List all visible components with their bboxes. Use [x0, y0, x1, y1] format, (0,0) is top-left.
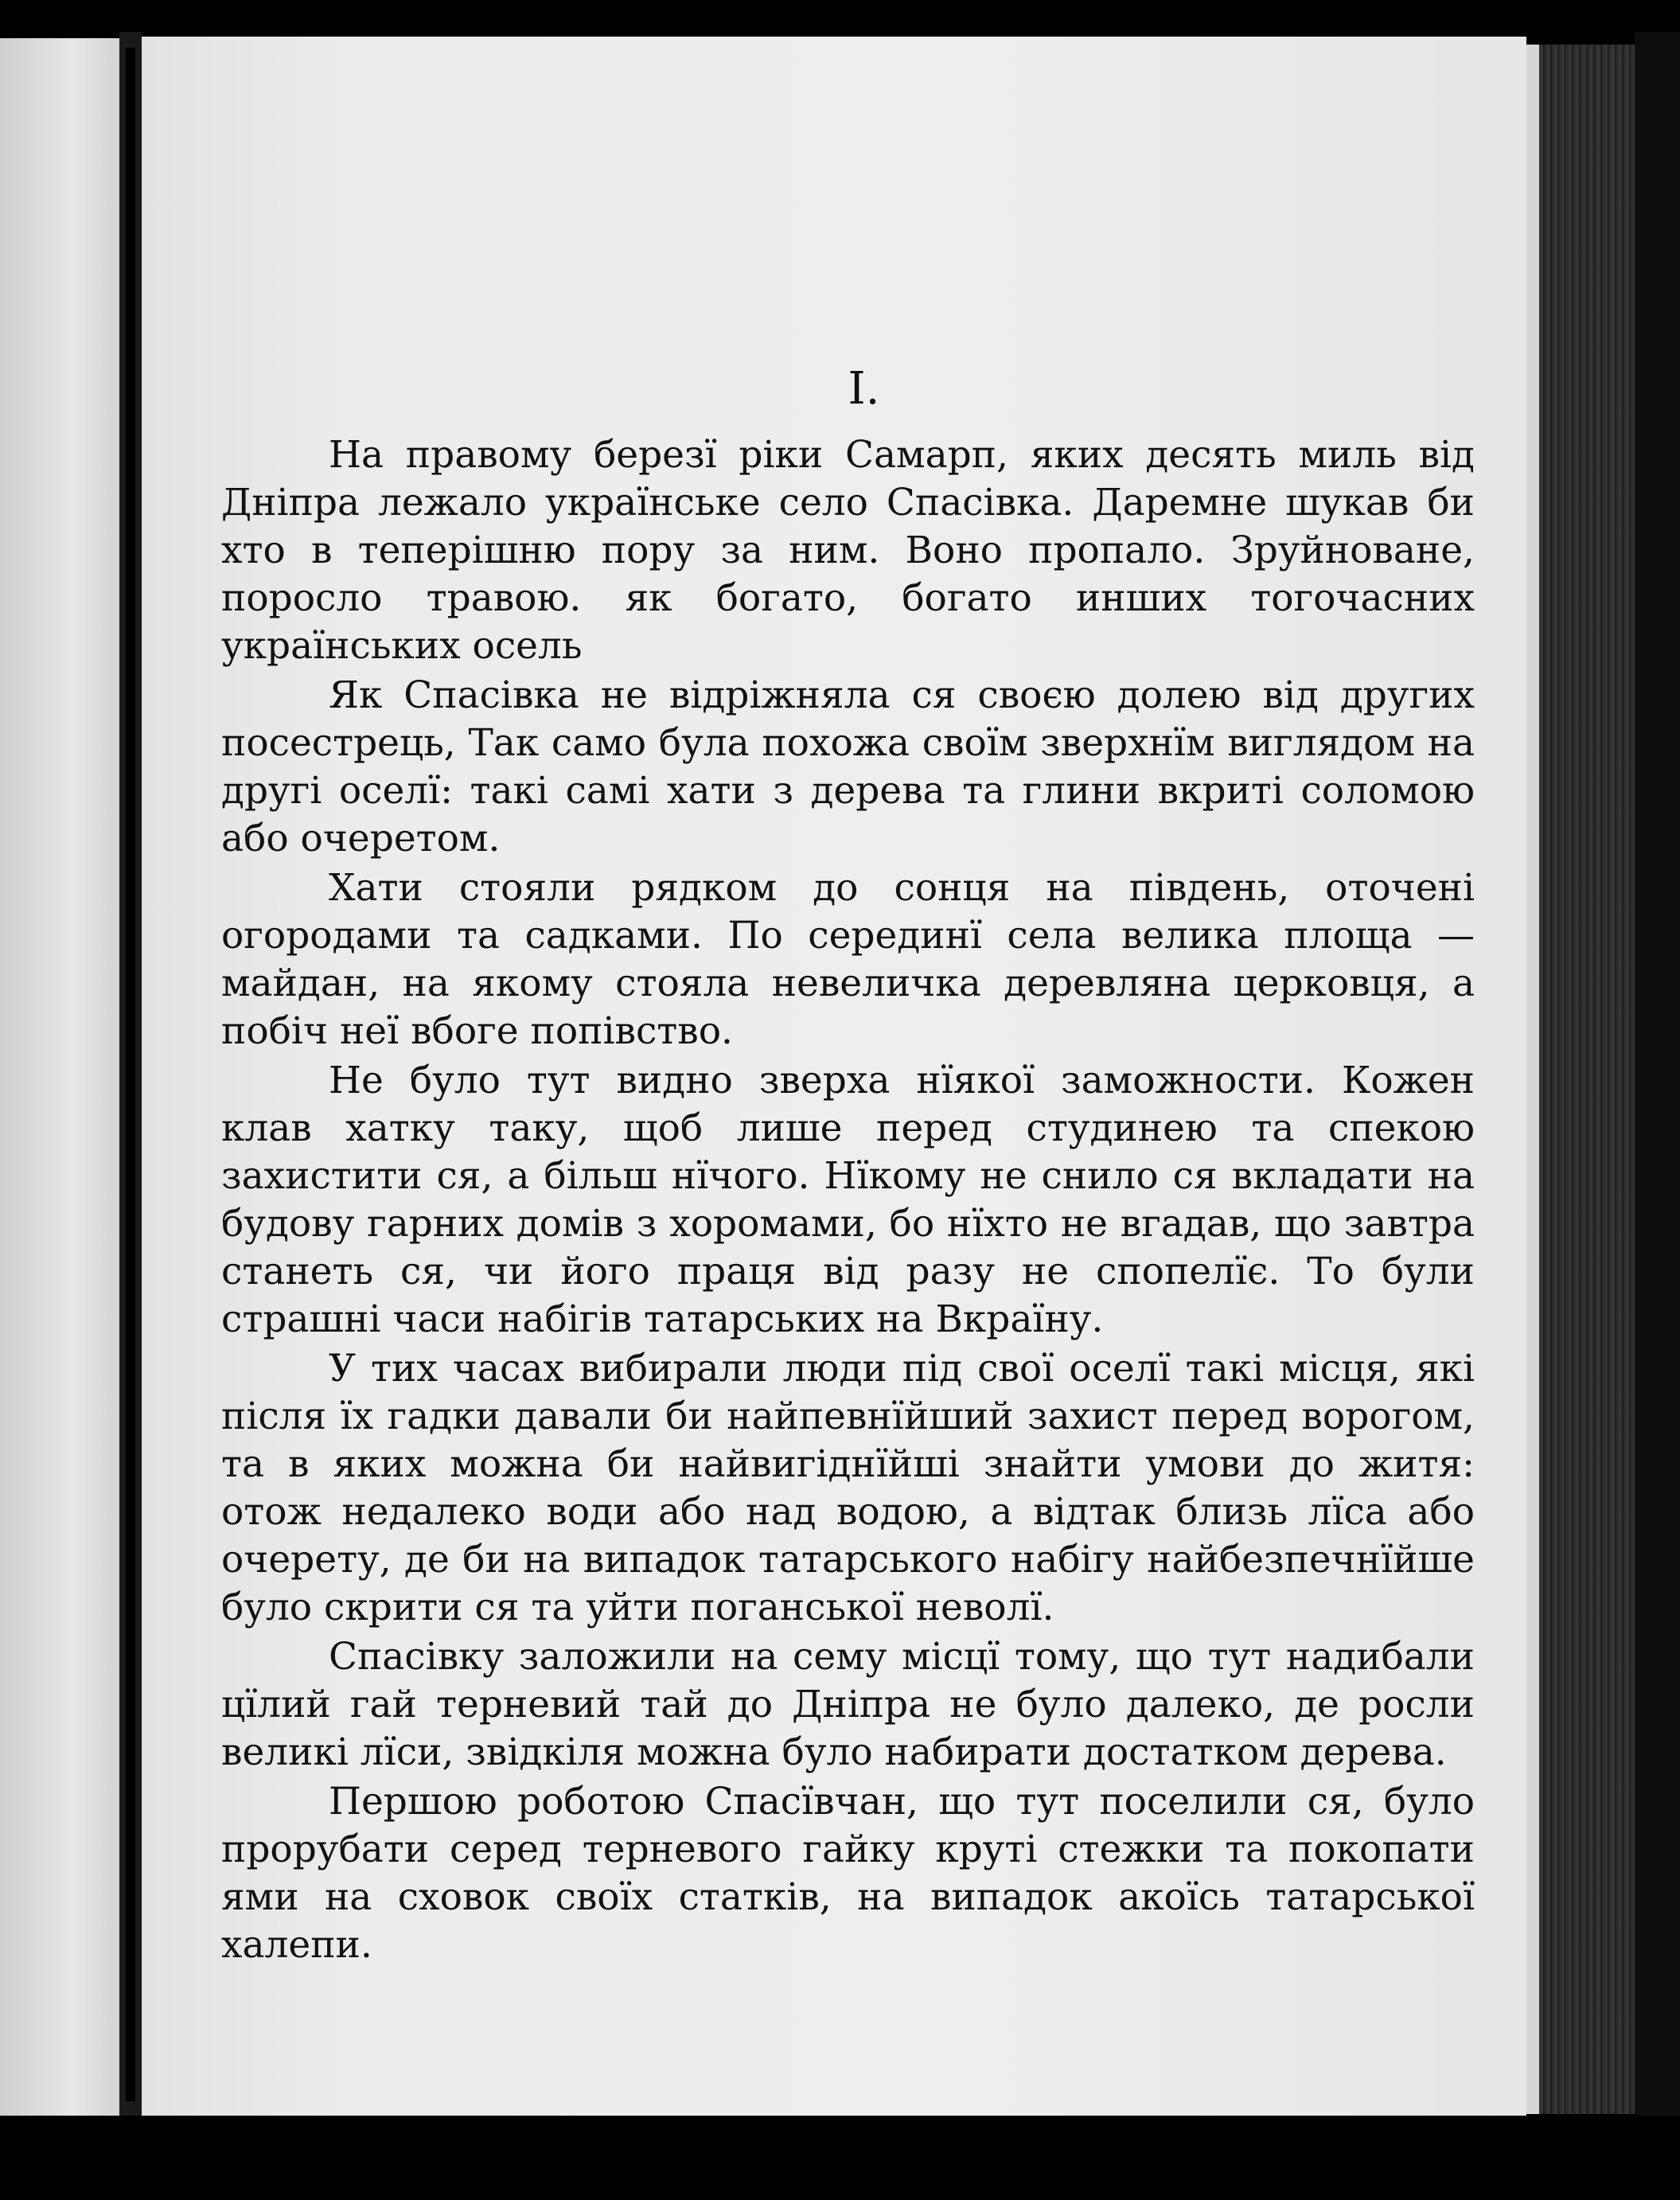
- page-edge: [1526, 45, 1539, 2114]
- paragraph-3: Хати стояли рядком до сонця на південь, оточені огородами та садками. По серединї села велика площа — майдан, на якому стояла невеличка деревляна церковця, а побіч неї вбоге попівство.: [221, 866, 1475, 1053]
- chapter-heading: I.: [848, 363, 880, 415]
- page-stack-edge: [1539, 45, 1635, 2114]
- book-cover-edge: [1635, 32, 1680, 2133]
- gutter-shadow: [126, 48, 135, 2101]
- scan-bottom-border: [0, 2116, 1680, 2200]
- page-text: [221, 361, 1475, 1971]
- paragraph-6: Спасівку заложили на сему місцї тому, що тут надибали цїлий гай терневий тай до Дніпра не було далеко, де росли великі лїси, звідкіля можна було набирати достатком дерева.: [221, 1635, 1475, 1774]
- left-facing-page: [0, 38, 119, 2116]
- paragraph-5: У тих часах вибирали люди під свої оселї такі місця, які після їх гадки давали би найпевнїйший захист перед ворогом, та в яких можна би найвигіднїйші знайти умови до житя: отож недалеко води або над водою, а відтак близь лїса або очерету, де би на випадок татарського набігу найбезпечнїйше було скрити ся та уйти поганської неволї.: [221, 1347, 1475, 1629]
- paragraph-1: На правому березї ріки Самарп, яких десять миль від Дніпра лежало українське село Спасівка. Даремне шукав би хто в теперішню пору за ним. Воно пропало. Зруйноване, поросло травою. як богато, богато инших тогочасних українських осель: [221, 433, 1475, 668]
- paragraph-4: Не було тут видно зверха нїякої заможности. Кожен клав хатку таку, щоб лише перед студинею та спекою захистити ся, а більш нїчого. Нїкому не снило ся вкладати на будову гарних домів з хоромами, бо нїхто не вгадав, що завтра станеть ся, чи його праця від разу не спопелїє. То були страшні часи набігів татарських на Вкраїну.: [221, 1059, 1475, 1341]
- paragraph-2: Як Спасівка не відріжняла ся своєю долею від других посестрець, Так само була похожа своїм зверхнїм виглядом на другі оселї: такі самі хати з дерева та глини вкриті соломою або очеретом.: [221, 673, 1475, 860]
- paragraph-7: Першою роботою Спасївчан, що тут поселили ся, було прорубати серед терневого гайку круті стежки та покопати ями на сховок своїх статків, на випадок акоїсь татарської халепи.: [221, 1780, 1475, 1967]
